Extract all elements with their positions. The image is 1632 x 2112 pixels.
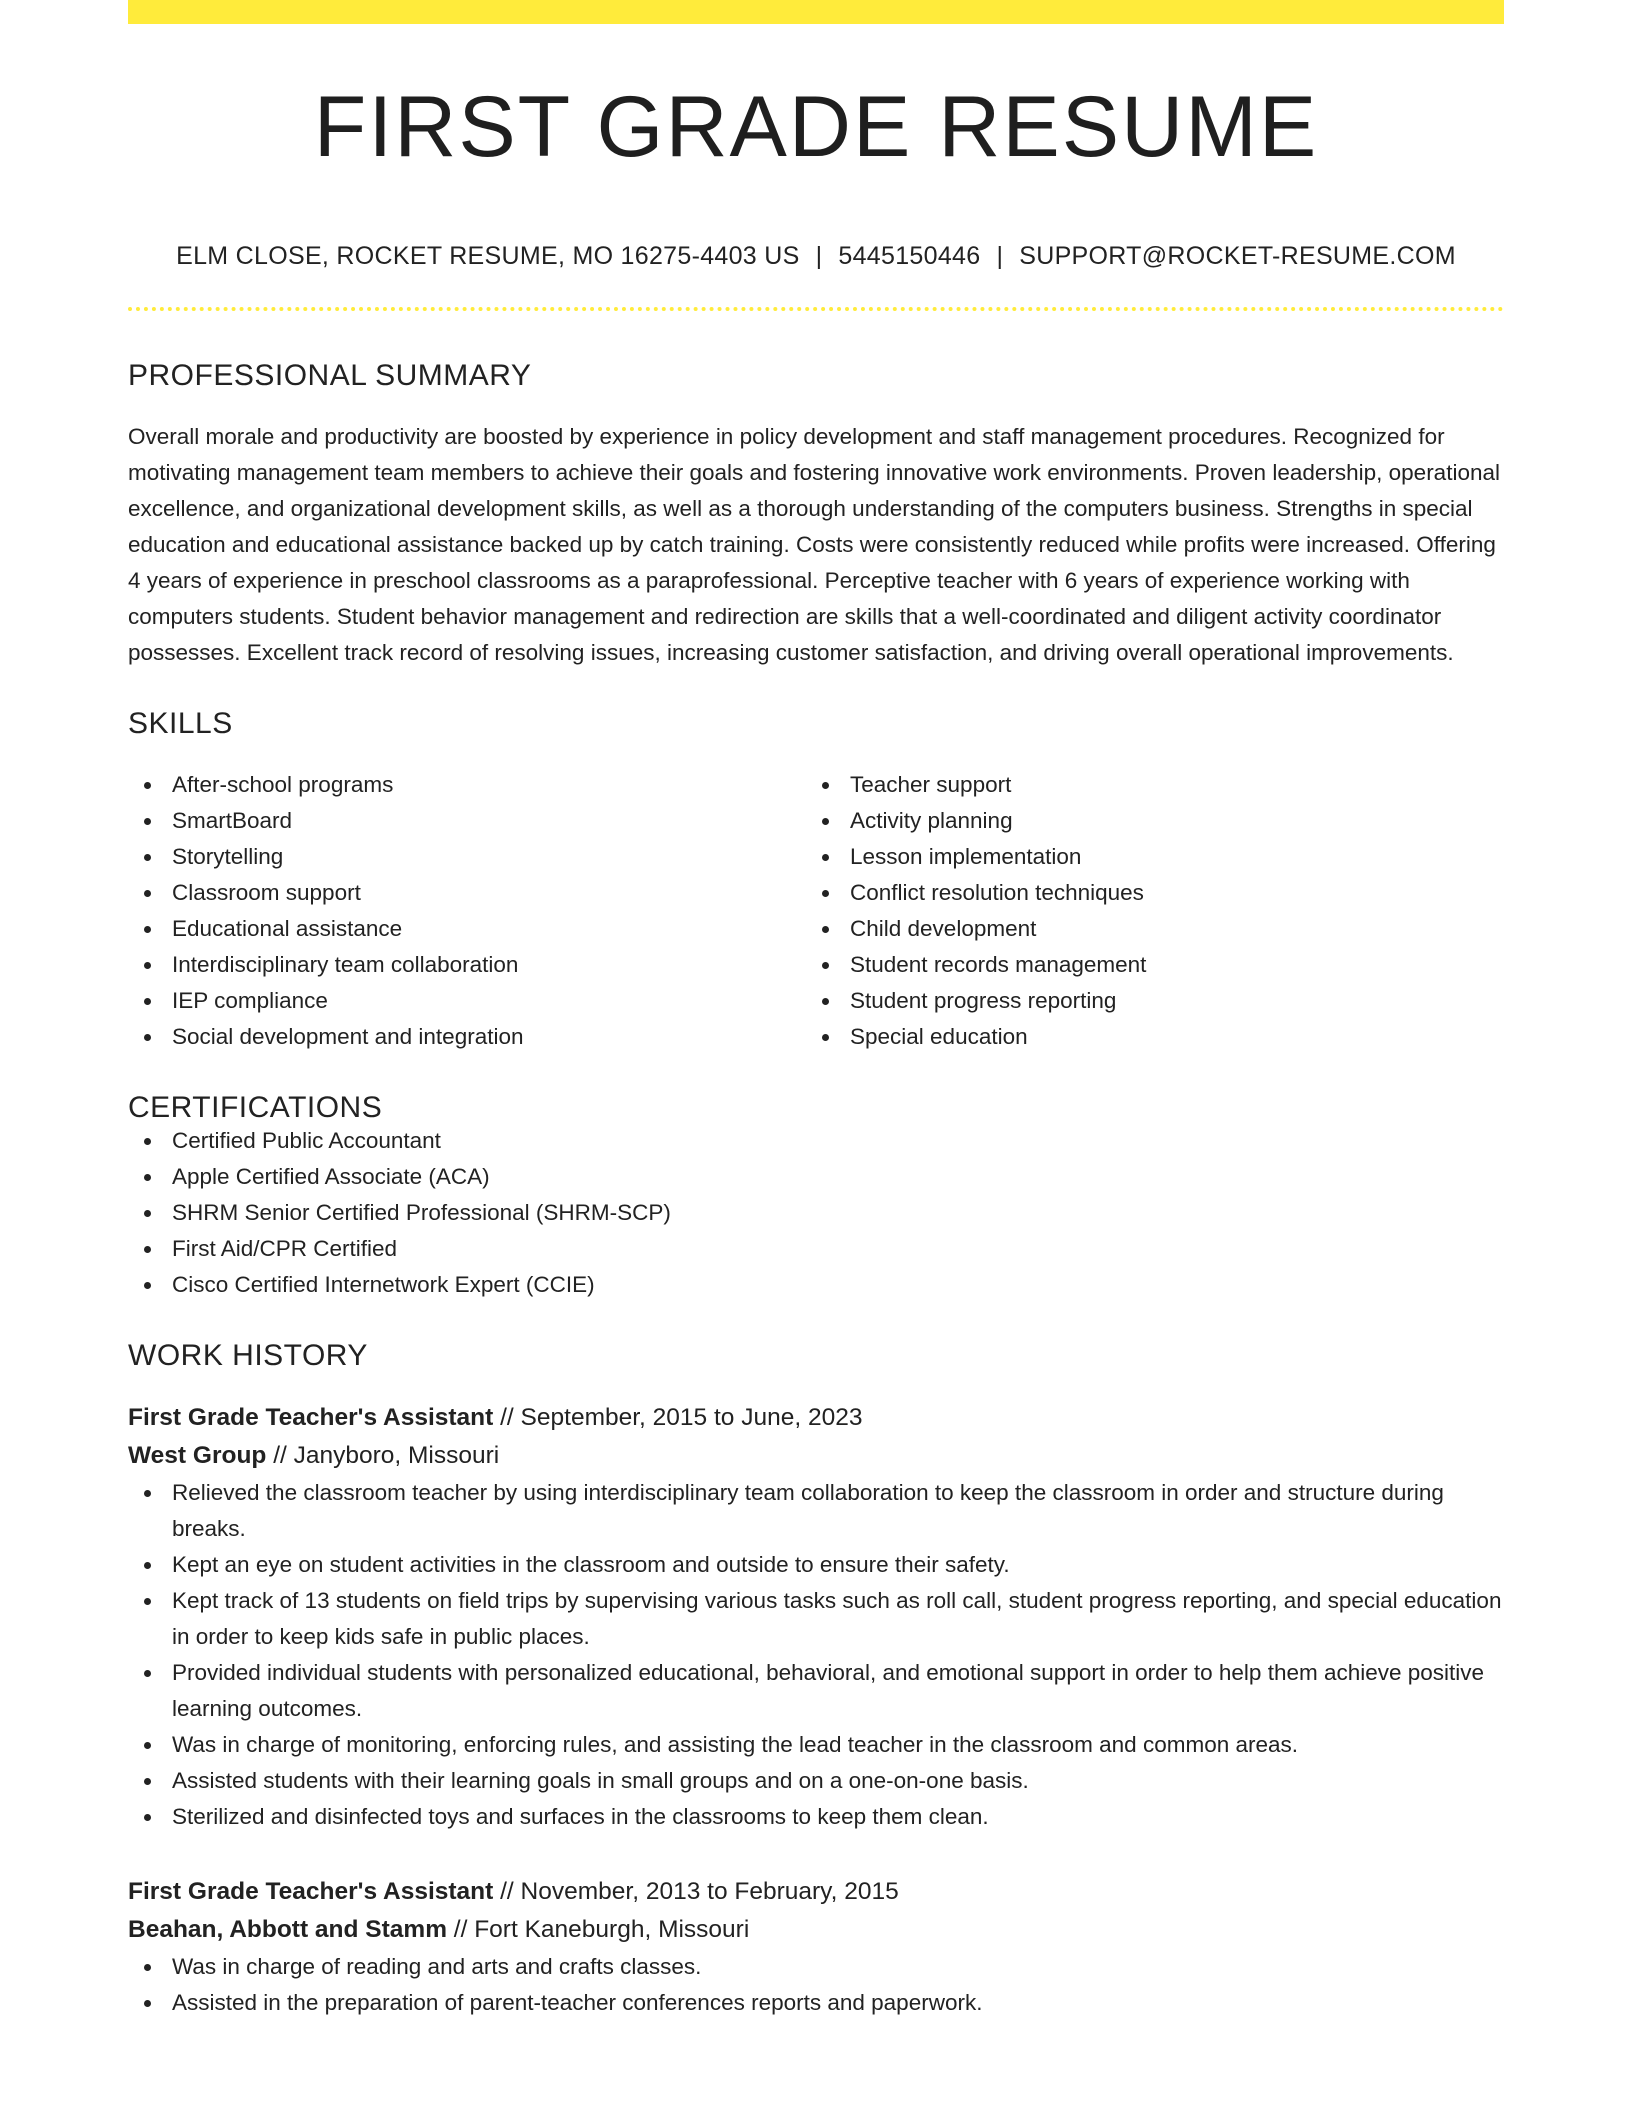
bullet-icon bbox=[822, 998, 829, 1005]
job-duty-item: Kept track of 13 students on field trips by supervising various tasks such as roll call, student progress reporting, and special education in order to keep kids safe in public places. bbox=[128, 1583, 1504, 1655]
job-company: West Group bbox=[128, 1442, 267, 1469]
resume-page bbox=[128, 0, 1504, 2021]
job-location: // Fort Kaneburgh, Missouri bbox=[453, 1916, 750, 1943]
contact-phone: 5445150446 bbox=[838, 242, 981, 270]
job-entry bbox=[128, 1873, 1504, 2021]
skill-item: Student progress reporting bbox=[806, 983, 1484, 1019]
work-history-heading: WORK HISTORY bbox=[128, 1339, 368, 1372]
skill-item: Storytelling bbox=[128, 839, 806, 875]
bullet-icon bbox=[144, 1034, 151, 1041]
skill-item: Classroom support bbox=[128, 875, 806, 911]
skills-list-left bbox=[128, 767, 806, 1055]
certification-item: SHRM Senior Certified Professional (SHRM-SCP) bbox=[128, 1195, 1504, 1231]
job-company-line bbox=[128, 1911, 1504, 1949]
contact-line bbox=[128, 244, 1504, 269]
skill-item: Child development bbox=[806, 911, 1484, 947]
job-entry bbox=[128, 1399, 1504, 1835]
bullet-icon bbox=[144, 890, 151, 897]
certification-item: First Aid/CPR Certified bbox=[128, 1231, 1504, 1267]
skill-item: Interdisciplinary team collaboration bbox=[128, 947, 806, 983]
summary-heading: PROFESSIONAL SUMMARY bbox=[128, 359, 532, 392]
skills-column-right bbox=[806, 767, 1484, 1055]
dotted-divider bbox=[128, 307, 1504, 311]
job-role-line bbox=[128, 1399, 1504, 1437]
accent-top-bar bbox=[128, 0, 1504, 24]
bullet-icon bbox=[144, 782, 151, 789]
job-duty-item: Was in charge of reading and arts and crafts classes. bbox=[128, 1949, 1504, 1985]
certifications-list bbox=[128, 1123, 1504, 1303]
resume-title: FIRST GRADE RESUME bbox=[313, 79, 1319, 175]
job-company: Beahan, Abbott and Stamm bbox=[128, 1916, 447, 1943]
skill-item: Special education bbox=[806, 1019, 1484, 1055]
contact-separator: | bbox=[815, 242, 823, 270]
certification-item: Certified Public Accountant bbox=[128, 1123, 1504, 1159]
bullet-icon bbox=[144, 1598, 151, 1605]
bullet-icon bbox=[822, 962, 829, 969]
certifications-heading: CERTIFICATIONS bbox=[128, 1091, 383, 1124]
bullet-icon bbox=[822, 782, 829, 789]
skills-grid bbox=[128, 767, 1504, 1055]
bullet-icon bbox=[144, 962, 151, 969]
bullet-icon bbox=[822, 890, 829, 897]
skill-item: After-school programs bbox=[128, 767, 806, 803]
job-location: // Janyboro, Missouri bbox=[273, 1442, 500, 1469]
bullet-icon bbox=[144, 1138, 151, 1145]
skill-item: Educational assistance bbox=[128, 911, 806, 947]
job-duties-list bbox=[128, 1949, 1504, 2021]
job-duties-list bbox=[128, 1475, 1504, 1835]
contact-separator: | bbox=[996, 242, 1004, 270]
bullet-icon bbox=[822, 818, 829, 825]
summary-text: Overall morale and productivity are boosted by experience in policy development and staff management procedures. Recognized for motivating management team members to achieve their goals and fostering innovative work environments. Proven leadership, operational excellence, and organizational development skills, as well as a thorough understanding of the computers business. Strengths in special education and educational assistance backed up by catch training. Costs were consistently reduced while profits were increased. Offering 4 years of experience in preschool classrooms as a paraprofessional. Perceptive teacher with 6 years of experience working with computers students. Student behavior management and redirection are skills that a well-coordinated and diligent activity coordinator possesses. Excellent track record of resolving issues, increasing customer satisfaction, and driving overall operational improvements. bbox=[128, 424, 1500, 665]
contact-address: ELM CLOSE, ROCKET RESUME, MO 16275-4403 US bbox=[176, 242, 800, 270]
job-role: First Grade Teacher's Assistant bbox=[128, 1404, 494, 1431]
skill-item: Social development and integration bbox=[128, 1019, 806, 1055]
bullet-icon bbox=[144, 2000, 151, 2007]
bullet-icon bbox=[144, 1778, 151, 1785]
bullet-icon bbox=[144, 1174, 151, 1181]
job-duty-item: Assisted in the preparation of parent-teacher conferences reports and paperwork. bbox=[128, 1985, 1504, 2021]
bullet-icon bbox=[822, 926, 829, 933]
job-duty-item: Provided individual students with personalized educational, behavioral, and emotional support in order to help them achieve positive learning outcomes. bbox=[128, 1655, 1504, 1727]
bullet-icon bbox=[144, 1282, 151, 1289]
job-duty-item: Relieved the classroom teacher by using interdisciplinary team collaboration to keep the classroom in order and structure during breaks. bbox=[128, 1475, 1504, 1547]
job-dates: // November, 2013 to February, 2015 bbox=[500, 1878, 899, 1905]
job-role: First Grade Teacher's Assistant bbox=[128, 1878, 494, 1905]
skill-item: Teacher support bbox=[806, 767, 1484, 803]
job-dates: // September, 2015 to June, 2023 bbox=[500, 1404, 863, 1431]
bullet-icon bbox=[144, 1562, 151, 1569]
skill-item: Conflict resolution techniques bbox=[806, 875, 1484, 911]
bullet-icon bbox=[144, 998, 151, 1005]
contact-email: SUPPORT@ROCKET-RESUME.COM bbox=[1019, 242, 1456, 270]
skill-item: Student records management bbox=[806, 947, 1484, 983]
bullet-icon bbox=[144, 1490, 151, 1497]
bullet-icon bbox=[144, 1814, 151, 1821]
certification-item: Cisco Certified Internetwork Expert (CCIE) bbox=[128, 1267, 1504, 1303]
certification-item: Apple Certified Associate (ACA) bbox=[128, 1159, 1504, 1195]
bullet-icon bbox=[144, 1210, 151, 1217]
job-duty-item: Kept an eye on student activities in the classroom and outside to ensure their safety. bbox=[128, 1547, 1504, 1583]
skill-item: Lesson implementation bbox=[806, 839, 1484, 875]
job-duty-item: Assisted students with their learning goals in small groups and on a one-on-one basis. bbox=[128, 1763, 1504, 1799]
job-duty-item: Was in charge of monitoring, enforcing rules, and assisting the lead teacher in the classroom and common areas. bbox=[128, 1727, 1504, 1763]
bullet-icon bbox=[144, 818, 151, 825]
bullet-icon bbox=[144, 1670, 151, 1677]
bullet-icon bbox=[144, 926, 151, 933]
job-duty-item: Sterilized and disinfected toys and surfaces in the classrooms to keep them clean. bbox=[128, 1799, 1504, 1835]
skills-heading: SKILLS bbox=[128, 707, 233, 740]
job-role-line bbox=[128, 1873, 1504, 1911]
bullet-icon bbox=[144, 1742, 151, 1749]
skills-list-right bbox=[806, 767, 1484, 1055]
skills-column-left bbox=[128, 767, 806, 1055]
skill-item: IEP compliance bbox=[128, 983, 806, 1019]
bullet-icon bbox=[144, 854, 151, 861]
skill-item: Activity planning bbox=[806, 803, 1484, 839]
bullet-icon bbox=[144, 1246, 151, 1253]
bullet-icon bbox=[822, 1034, 829, 1041]
bullet-icon bbox=[144, 1964, 151, 1971]
skill-item: SmartBoard bbox=[128, 803, 806, 839]
job-company-line bbox=[128, 1437, 1504, 1475]
bullet-icon bbox=[822, 854, 829, 861]
